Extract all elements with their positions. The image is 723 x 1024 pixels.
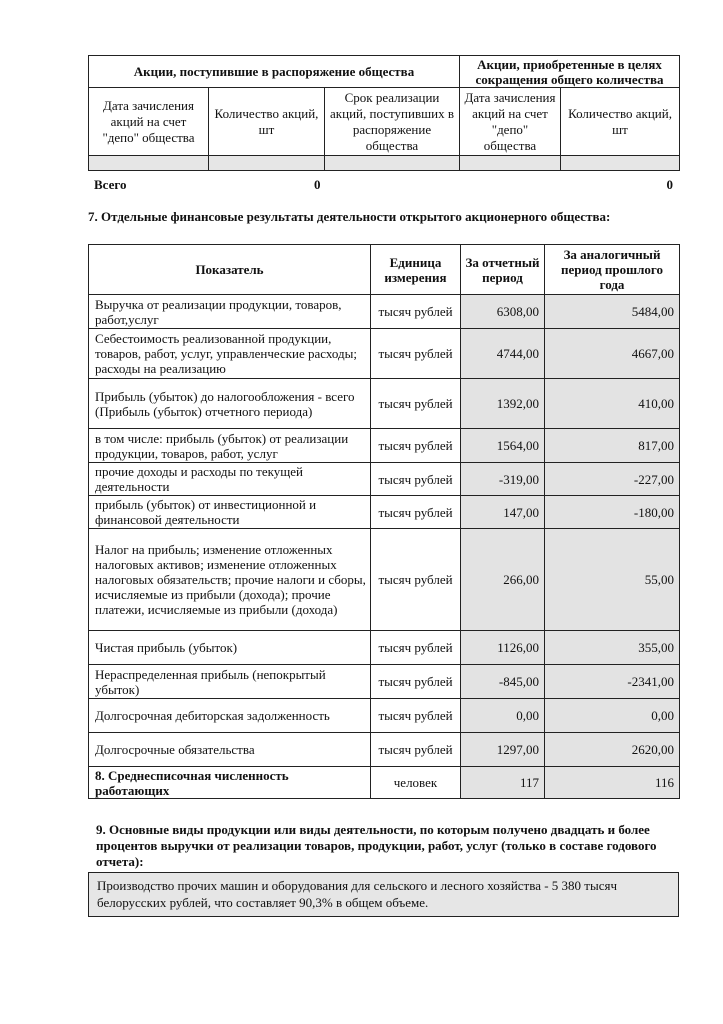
row-current: 266,00 <box>461 529 545 631</box>
row-label: Нераспределенная прибыль (непокрытый убыток) <box>89 665 371 699</box>
row-unit: тысяч рублей <box>371 329 461 379</box>
row-previous: -180,00 <box>545 496 680 529</box>
shares-group-left-header: Акции, поступившие в распоряжение общества <box>89 56 460 88</box>
row-unit: тысяч рублей <box>371 496 461 529</box>
row-unit: тысяч рублей <box>371 733 461 767</box>
total-left-value: 0 <box>314 177 321 192</box>
row-label: в том числе: прибыль (убыток) от реализации продукции, товаров, работ, услуг <box>89 429 371 463</box>
headcount-row <box>89 767 680 799</box>
row-unit: тысяч рублей <box>371 429 461 463</box>
row-current: -319,00 <box>461 463 545 496</box>
row-unit: тысяч рублей <box>371 295 461 329</box>
row-label: прибыль (убыток) от инвестиционной и финансовой деятельности <box>89 496 371 529</box>
financial-results-table <box>88 244 680 799</box>
row-current: 1564,00 <box>461 429 545 463</box>
indicator-header: Показатель <box>89 245 371 295</box>
row-unit: тысяч рублей <box>371 631 461 665</box>
shares-col-qty2-header: Количество акций, шт <box>561 88 680 156</box>
shares-group-right-header: Акции, приобретенные в целях сокращения общего количества <box>460 56 680 88</box>
row-unit: тысяч рублей <box>371 463 461 496</box>
row-label: Налог на прибыль; изменение отложенных налоговых активов; изменение отложенных налоговых обязательств; прочие налоги и сборы, исчисляемые из прибыли (дохода); прочие платежи, исчисляемые из прибыли (дохода) <box>89 529 371 631</box>
shares-totals-row <box>94 177 679 193</box>
headcount-previous: 116 <box>545 767 680 799</box>
row-current: 4744,00 <box>461 329 545 379</box>
table-row <box>89 665 680 699</box>
row-current: 1297,00 <box>461 733 545 767</box>
table-row <box>89 329 680 379</box>
row-previous: -2341,00 <box>545 665 680 699</box>
row-previous: 55,00 <box>545 529 680 631</box>
row-current: 0,00 <box>461 699 545 733</box>
row-label: Выручка от реализации продукции, товаров, работ,услуг <box>89 295 371 329</box>
table-row <box>89 496 680 529</box>
row-previous: 355,00 <box>545 631 680 665</box>
row-previous: 410,00 <box>545 379 680 429</box>
row-previous: -227,00 <box>545 463 680 496</box>
section9-text-box: Производство прочих машин и оборудования для сельского и лесного хозяйства - 5 380 тысяч белорусских рублей, что составляет 90,3% в общем объеме. <box>88 872 679 917</box>
table-row <box>89 529 680 631</box>
row-previous: 4667,00 <box>545 329 680 379</box>
row-label: Долгосрочные обязательства <box>89 733 371 767</box>
row-current: 147,00 <box>461 496 545 529</box>
shares-col-term-header: Срок реализации акций, поступивших в распоряжение общества <box>325 88 460 156</box>
row-previous: 2620,00 <box>545 733 680 767</box>
row-current: 1392,00 <box>461 379 545 429</box>
row-unit: тысяч рублей <box>371 665 461 699</box>
row-previous: 0,00 <box>545 699 680 733</box>
row-label: Себестоимость реализованной продукции, товаров, работ, услуг, управленческие расходы; расходы на реализацию <box>89 329 371 379</box>
shares-table <box>88 55 680 171</box>
total-label: Всего <box>94 177 127 192</box>
table-row <box>89 463 680 496</box>
row-previous: 5484,00 <box>545 295 680 329</box>
section7-title: 7. Отдельные финансовые результаты деятельности открытого акционерного общества: <box>88 209 611 224</box>
headcount-label: 8. Среднесписочная численность работающих <box>89 767 371 799</box>
current-period-header: За отчетный период <box>461 245 545 295</box>
row-current: -845,00 <box>461 665 545 699</box>
headcount-current: 117 <box>461 767 545 799</box>
table-row <box>89 379 680 429</box>
section9-title: 9. Основные виды продукции или виды деятельности, по которым получено двадцать и более процентов выручки от реализации товаров, продукции, работ, услуг (только в составе годового отчета): <box>96 822 657 869</box>
row-current: 6308,00 <box>461 295 545 329</box>
row-label: Чистая прибыль (убыток) <box>89 631 371 665</box>
shares-col-date-header: Дата зачисления акций на счет "депо" общества <box>89 88 209 156</box>
headcount-unit: человек <box>371 767 461 799</box>
table-row <box>89 733 680 767</box>
row-label: Прибыль (убыток) до налогообложения - всего (Прибыль (убыток) отчетного периода) <box>89 379 371 429</box>
table-row <box>89 631 680 665</box>
table-row <box>89 295 680 329</box>
shares-col-date2-header: Дата зачисления акций на счет "депо" общества <box>460 88 561 156</box>
table-row <box>89 429 680 463</box>
table-row <box>89 699 680 733</box>
row-current: 1126,00 <box>461 631 545 665</box>
row-previous: 817,00 <box>545 429 680 463</box>
row-unit: тысяч рублей <box>371 699 461 733</box>
unit-header: Единица измерения <box>371 245 461 295</box>
previous-period-header: За аналогичный период прошлого года <box>545 245 680 295</box>
row-unit: тысяч рублей <box>371 529 461 631</box>
row-unit: тысяч рублей <box>371 379 461 429</box>
total-right-value: 0 <box>666 177 673 192</box>
row-label: прочие доходы и расходы по текущей деятельности <box>89 463 371 496</box>
shares-col-qty-header: Количество акций, шт <box>209 88 325 156</box>
shares-empty-row <box>89 156 680 171</box>
row-label: Долгосрочная дебиторская задолженность <box>89 699 371 733</box>
